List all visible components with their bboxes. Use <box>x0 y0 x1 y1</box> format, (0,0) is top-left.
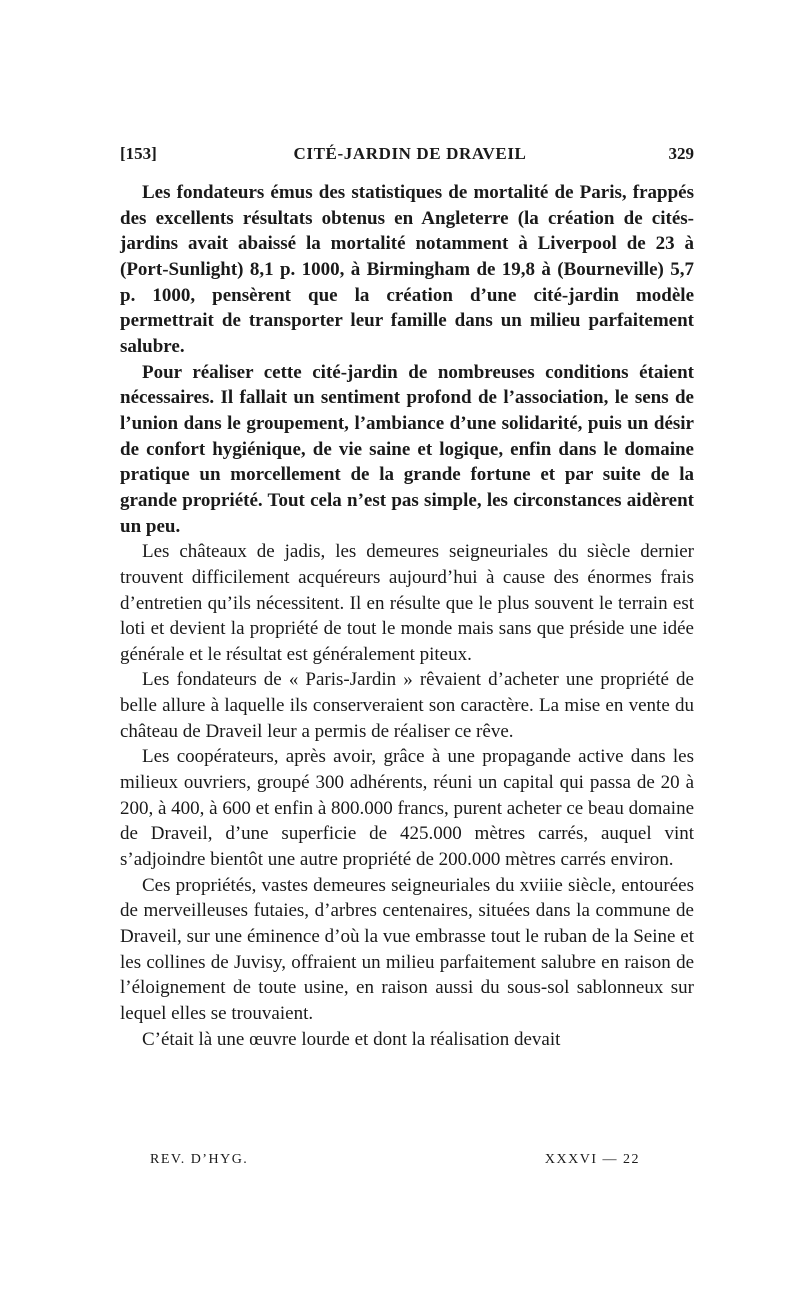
body-text <box>120 180 694 1052</box>
paragraph-6: Ces propriétés, vastes demeures seigneuriales du xviiie siècle, entourées de merveilleuses futaies, d’arbres centenaires, situées dans la commune de Draveil, sur une éminence d’où la vue embrasse tout le ruban de la Seine et les collines de Juvisy, offraient un milieu parfaitement salubre en raison de l’éloignement de toute usine, en raison aussi du sous-sol sablonneux sur lequel elles se trouvaient. <box>120 874 694 1024</box>
running-title: CITÉ-JARDIN DE DRAVEIL <box>293 144 527 163</box>
running-header <box>120 144 694 168</box>
paragraph-3: Les châteaux de jadis, les demeures seigneuriales du siècle dernier trouvent difficilement acquéreurs aujourd’hui à cause des énormes frais d’entretien qu’ils nécessitent. Il en résulte que le plus souvent le terrain est loti et devient la propriété de tout le monde mais sans que préside une idée générale et le résultat est généralement piteux. <box>120 541 694 665</box>
footer-signature: XXXVI — 22 <box>544 1152 640 1167</box>
paragraph-2: Pour réaliser cette cité-jardin de nombreuses conditions étaient nécessaires. Il fallait un sentiment profond de l’association, le sens de l’union dans le groupement, l’ambiance d’une solidarité, puis un désir de confort hygiénique, de vie saine et logique, enfin dans le domaine pratique un morcellement de la grande fortune et par suite de la grande propriété. Tout cela n’est pas simple, les circonstances aidèrent un peu. <box>120 361 694 537</box>
footer-journal-abbrev: REV. D’HYG. <box>150 1152 249 1167</box>
paragraph-1: Les fondateurs émus des statistiques de mortalité de Paris, frappés des excellents résultats obtenus en Angleterre (la création de cités-jardins avait abaissé la mortalité notamment à Liverpool de 23 à (Port-Sunlight) 8,1 p. 1000, à Birmingham de 19,8 à (Bourneville) 5,7 p. 1000, pensèrent que la création d’une cité-jardin modèle permettrait de transporter leur famille dans un milieu parfaitement salubre. <box>120 182 694 357</box>
article-reference: [153] <box>120 144 157 163</box>
page-footer <box>150 1152 640 1174</box>
paragraph-4: Les fondateurs de « Paris-Jardin » rêvaient d’acheter une propriété de belle allure à laquelle ils conserveraient son caractère. La mise en vente du château de Draveil leur a permis de réaliser ce rêve. <box>120 669 694 742</box>
page-number: 329 <box>668 144 694 163</box>
paragraph-5: Les coopérateurs, après avoir, grâce à une propagande active dans les milieux ouvriers, groupé 300 adhérents, réuni un capital qui passa de 20 à 200, à 400, à 600 et enfin à 800.000 francs, purent acheter ce beau domaine de Draveil, d’une superficie de 425.000 mètres carrés, auquel vint s’adjoindre bientôt une autre propriété de 200.000 mètres carrés environ. <box>120 746 694 871</box>
paragraph-7: C’était là une œuvre lourde et dont la réalisation devait <box>142 1028 561 1050</box>
